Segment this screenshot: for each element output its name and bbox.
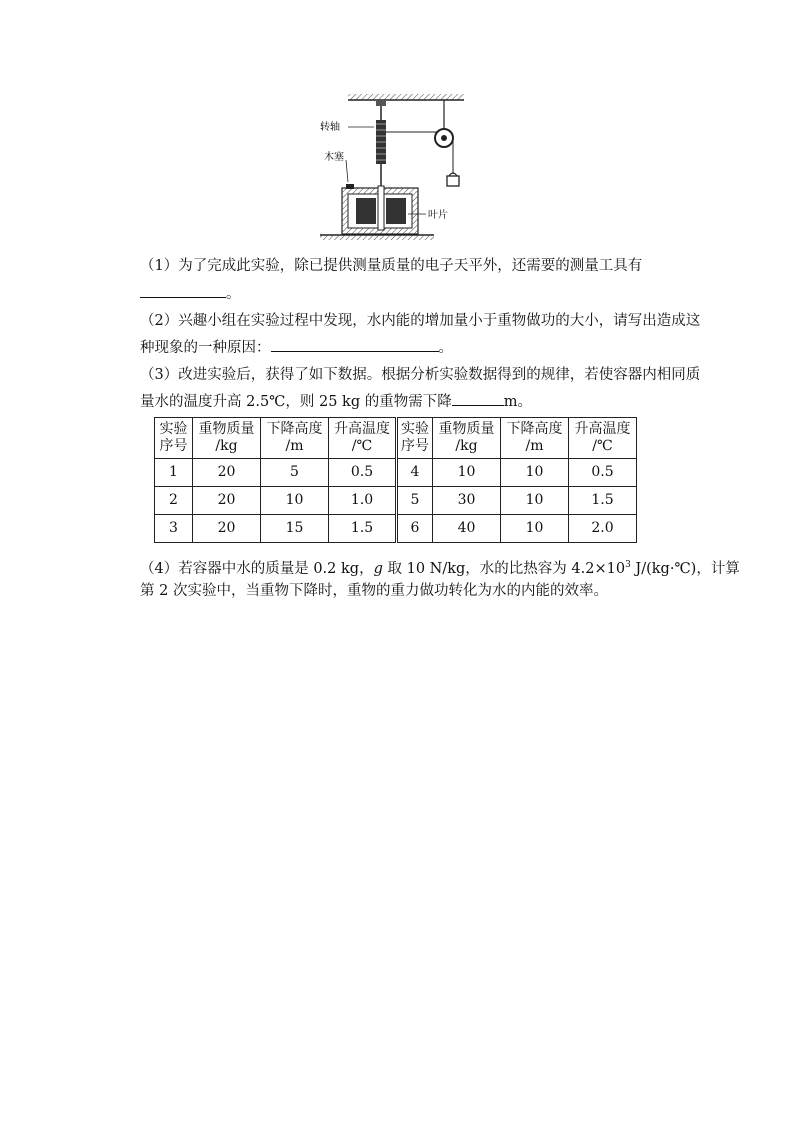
- header-cell: 重物质量 /kg: [433, 418, 501, 459]
- header-cell: 实验 序号: [397, 418, 433, 459]
- table-cell: 5: [397, 487, 433, 515]
- question-1-line1: （1）为了完成此实验，除已提供测量质量的电子天平外，还需要的测量工具有: [140, 258, 643, 274]
- header-cell: 升高温度 /℃: [329, 418, 397, 459]
- question-2-line1: （2）兴趣小组在实验过程中发现，水内能的增加量小于重物做功的大小，请写出造成这: [140, 313, 701, 329]
- label-wood-plug: 木塞: [324, 152, 344, 163]
- table-cell: 6: [397, 515, 433, 543]
- wood-plug-icon: [346, 184, 354, 189]
- question-4-line1: （4）若容器中水的质量是 0.2 kg，g 取 10 N/kg，水的比热容为 $4.2\times 10^3$ J/(kg·℃)，计算: [140, 560, 740, 577]
- question-3-line2: 量水的温度升高 2.5℃，则 25 kg 的重物需下降 m。: [140, 391, 680, 412]
- question-2-line2: 种现象的一种原因： 。: [140, 337, 680, 358]
- header-cell: 实验 序号: [155, 418, 193, 459]
- header-cell: 下降高度 /m: [261, 418, 329, 459]
- table-cell: 10: [433, 459, 501, 487]
- header-cell: 下降高度 /m: [501, 418, 569, 459]
- apparatus-diagram: [318, 92, 466, 244]
- table-cell: 10: [501, 487, 569, 515]
- table-cell: 5: [261, 459, 329, 487]
- ceiling: [348, 94, 464, 100]
- header-cell: 升高温度 /℃: [569, 418, 637, 459]
- header-cell: 重物质量 /kg: [193, 418, 261, 459]
- table-cell: 4: [397, 459, 433, 487]
- table-cell: 3: [155, 515, 193, 543]
- table-cell: 0.5: [569, 459, 637, 487]
- label-shaft: 转轴: [320, 122, 340, 133]
- table-row: [155, 487, 637, 515]
- table-row: [155, 459, 637, 487]
- weight-icon: [447, 173, 459, 186]
- table-cell: 20: [193, 459, 261, 487]
- table-cell: 0.5: [329, 459, 397, 487]
- answer-blank-2[interactable]: [271, 337, 439, 352]
- table-cell: 10: [261, 487, 329, 515]
- table-cell: 20: [193, 487, 261, 515]
- question-1-line2: 。: [140, 283, 680, 304]
- label-blade: 叶片: [428, 210, 448, 221]
- bearing-icon: [376, 100, 386, 106]
- blade-left: [356, 198, 376, 224]
- table-cell: 40: [433, 515, 501, 543]
- experiment-data-table: [154, 417, 637, 543]
- table-cell: 2.0: [569, 515, 637, 543]
- ground: [320, 235, 434, 240]
- table-cell: 1: [155, 459, 193, 487]
- table-header-row: [155, 418, 637, 459]
- table-cell: 20: [193, 515, 261, 543]
- pulley-icon: [435, 100, 453, 147]
- container: [342, 184, 418, 234]
- question-4-line2: 第 2 次实验中，当重物下降时，重物的重力做功转化为水的内能的效率。: [140, 583, 608, 599]
- table-row: [155, 515, 637, 543]
- table-cell: 1.0: [329, 487, 397, 515]
- table-cell: 1.5: [569, 487, 637, 515]
- table-cell: 10: [501, 515, 569, 543]
- table-cell: 10: [501, 459, 569, 487]
- answer-blank-3[interactable]: [452, 391, 504, 406]
- question-3-line1: （3）改进实验后，获得了如下数据。根据分析实验数据得到的规律，若使容器内相同质: [140, 367, 701, 383]
- blade-right: [386, 198, 406, 224]
- table-cell: 15: [261, 515, 329, 543]
- table-cell: 1.5: [329, 515, 397, 543]
- table-cell: 2: [155, 487, 193, 515]
- table-cell: 30: [433, 487, 501, 515]
- answer-blank-1[interactable]: [140, 283, 226, 298]
